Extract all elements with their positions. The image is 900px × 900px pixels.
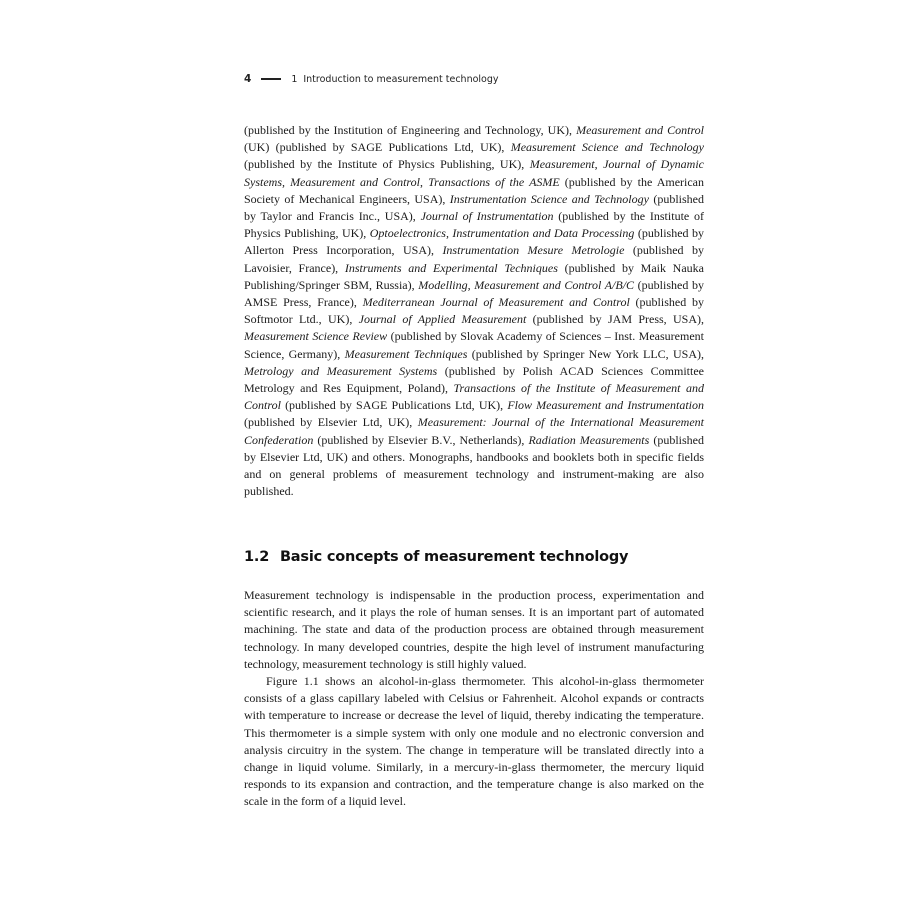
section-title: Basic concepts of measurement technology [279, 549, 629, 565]
running-head [244, 73, 704, 85]
text-run: (published by AMSE Press, France), [244, 277, 704, 310]
journal-title: Mediterranean Journal of Measurement and Control [362, 295, 630, 310]
running-head-rule [261, 78, 281, 81]
journal-title: Instruments and Experimental Techniques [344, 260, 558, 275]
body-paragraph: Measurement technology is indispensable in the production process, experimentation and scientific research, and it plays the role of human senses. It is an important part of automated machining. The state and data of the production process are obtained through measurement technology. In many developed countries, despite the high level of instrument manufacturing technology, measurement technology is still highly valued. [244, 588, 704, 671]
journal-title: Metrology and Measurement Systems [244, 363, 438, 378]
text-run: (published by Polish ACAD Sciences Committee Metrology and Res Equipment, Poland), [244, 363, 705, 396]
text-run: (published by Elsevier Ltd, UK), [244, 415, 418, 430]
text-run: (published by Elsevier Ltd, UK) and others. Monographs, handbooks and booklets both in specific fields and on general problems of measurement technology and instrument-making are also published. [244, 432, 704, 499]
page-number: 4 [244, 73, 252, 85]
section-heading [244, 549, 704, 565]
journal-title: Instrumentation Mesure Metrologie [442, 243, 625, 258]
journal-title: Journal of Instrumentation [420, 209, 554, 224]
text-run: , [594, 157, 604, 172]
journal-title: Optoelectronics, Instrumentation and Data Processing [369, 226, 635, 241]
journal-title: Flow Measurement and Instrumentation [507, 398, 704, 413]
text-run: (published by SAGE Publications Ltd, UK), [280, 398, 508, 413]
journal-title: Measurement: Journal of the International Measurement Confederation [244, 415, 705, 447]
text-run: (published by Softmotor Ltd., UK), [244, 295, 704, 327]
text-run: (published by Maik Nauka Publishing/Springer SBM, Russia), [244, 260, 704, 292]
journal-title: Journal of Applied Measurement [358, 312, 527, 327]
text-run: (published by JAM Press, USA), [526, 312, 705, 327]
journal-title: Modelling, Measurement and Control A/B/C [418, 277, 635, 292]
text-run: , [419, 174, 429, 189]
journal-title: Journal of Dynamic Systems, Measurement and Control [244, 157, 704, 189]
text-run: (UK) (published by SAGE Publications Ltd, UK), [244, 140, 511, 155]
text-run: (published by the Institute of Physics Publishing, UK), [244, 209, 704, 241]
journal-title: Transactions of the Institute of Measurement and Control [244, 381, 704, 413]
body-paragraph: Figure 1.1 shows an alcohol-in-glass thermometer. This alcohol-in-glass thermometer consists of a glass capillary labeled with Celsius or Fahrenheit. Alcohol expands or contracts with temperature to increase or decrease the level of liquid, thereby indicating the temperature. This thermometer is a simple system with only one module and no electronic conversion and analysis circuitry in the system. The change in temperature will be translated directly into a change in liquid volume. Similarly, in a mercury-in-glass thermometer, the mercury liquid responds to its expansion and contraction, and the temperature change is also marked on the scale in the form of a liquid level. [244, 674, 704, 809]
journal-title: Measurement and Control [576, 123, 705, 137]
journal-title: Measurement Science and Technology [510, 140, 704, 155]
journal-title: Instrumentation Science and Technology [449, 191, 649, 206]
journal-title: Measurement [529, 157, 595, 172]
chapter-number: 1 [291, 73, 298, 85]
text-run: (published by the American Society of Mechanical Engineers, USA), [244, 174, 704, 206]
text-run: (published by Elsevier B.V., Netherlands), [313, 432, 529, 447]
journal-title: Measurement Techniques [344, 346, 468, 361]
section-body [244, 587, 704, 811]
journal-title: Radiation Measurements [528, 432, 650, 447]
journal-title: Measurement Science Review [244, 329, 388, 344]
text-run: (published by the Institute of Physics Publishing, UK), [244, 157, 530, 172]
journal-title: Transactions of the ASME [428, 174, 560, 189]
section-number: 1.2 [244, 549, 270, 565]
text-run: (published by Slovak Academy of Sciences – Inst. Measurement Science, Germany), [244, 329, 704, 361]
text-run: (published by Allerton Press Incorporation, USA), [244, 226, 704, 258]
journal-list-paragraph [244, 122, 704, 500]
text-run: (published by Taylor and Francis Inc., USA), [244, 191, 704, 224]
text-run: (published by the Institution of Engineering and Technology, UK), [244, 123, 577, 137]
text-run: (published by Lavoisier, France), [244, 243, 704, 275]
text-run: (published by Springer New York LLC, USA), [467, 346, 705, 361]
chapter-title: Introduction to measurement technology [303, 73, 499, 85]
